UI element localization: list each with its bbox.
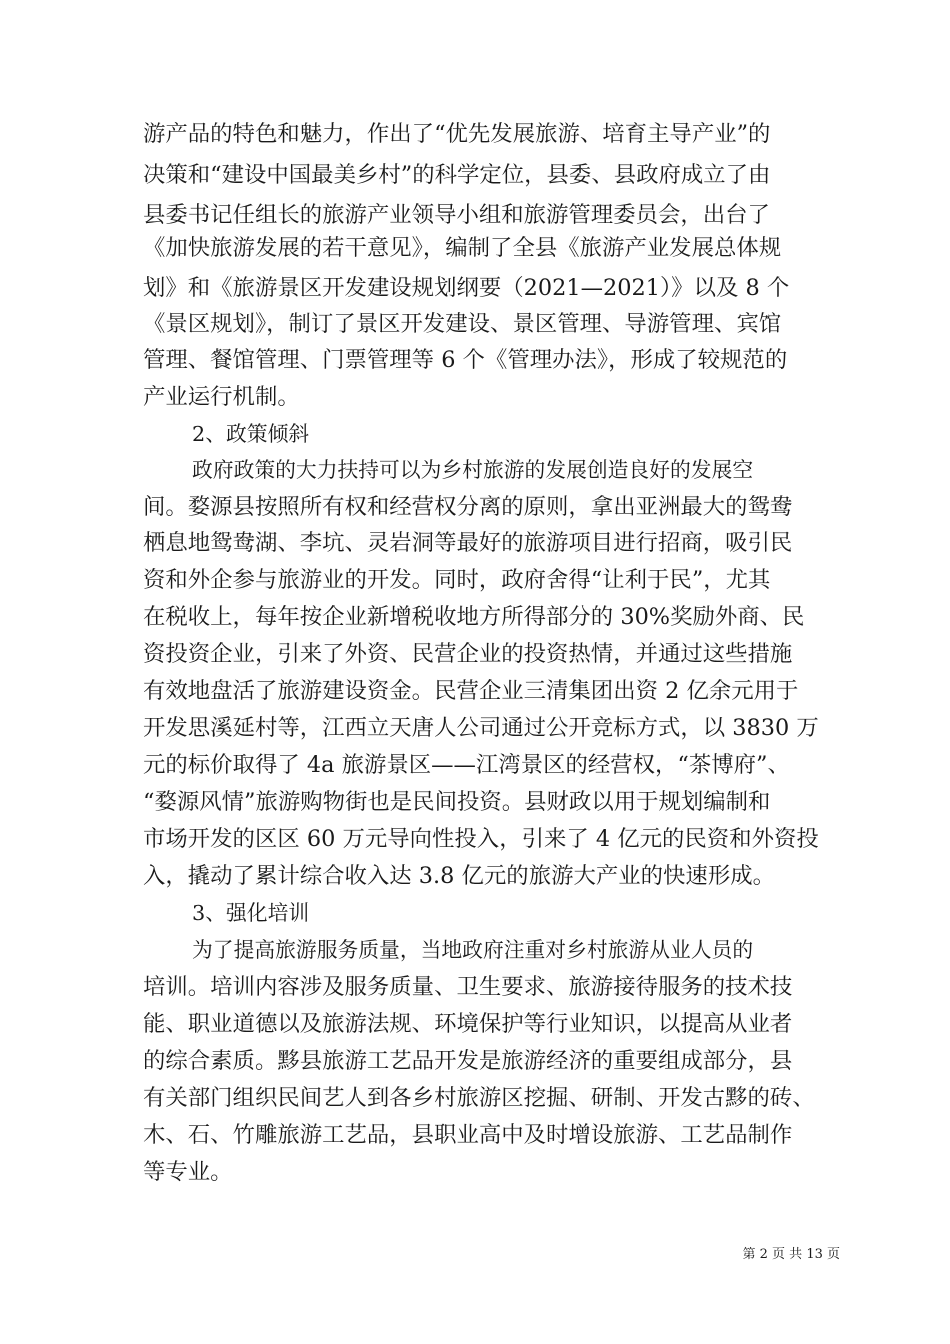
body-text-line: 《加快旅游发展的若干意见》，编制了全县《旅游产业发展总体规 [143,235,782,261]
body-text-line: 《景区规划》，制订了景区开发建设、景区管理、导游管理、宾馆 [143,311,782,337]
body-text-line: 间。婺源县按照所有权和经营权分离的原则，拿出亚洲最大的鸳鸯 [143,494,793,520]
body-text-line: 游产品的特色和魅力，作出了“优先发展旅游、培育主导产业”的 [143,121,771,147]
section-heading: 2、政策倾斜 [192,422,310,446]
body-text-line: 县委书记任组长的旅游产业领导小组和旅游管理委员会，出台了 [143,202,770,228]
body-text-line: 有关部门组织民间艺人到各乡村旅游区挖掘、研制、开发古黟的砖、 [143,1085,815,1111]
body-text-line: 管理、餐馆管理、门票管理等 6 个《管理办法》，形成了较规范的 [143,347,788,373]
body-text-line: 产业运行机制。 [143,384,300,410]
body-text-line: 栖息地鸳鸯湖、李坑、灵岩洞等最好的旅游项目进行招商，吸引民 [143,530,793,556]
body-text-line: 入，撬动了累计综合收入达 3.8 亿元的旅游大产业的快速形成。 [143,863,775,889]
body-text-line: 元的标价取得了 4a 旅游景区——江湾景区的经营权，“茶博府”、 [143,752,790,778]
body-text-line: 在税收上，每年按企业新增税收地方所得部分的 30%奖励外商、民 [143,604,805,630]
body-text-line: 的综合素质。黟县旅游工艺品开发是旅游经济的重要组成部分，县 [143,1048,793,1074]
section-heading: 3、强化培训 [192,901,310,925]
body-text-line: 决策和“建设中国最美乡村”的科学定位，县委、县政府成立了由 [143,162,771,188]
body-text-line: “婺源风情”旅游购物街也是民间投资。县财政以用于规划编制和 [143,789,771,815]
body-text-line: 等专业。 [143,1159,233,1185]
body-text-line: 开发思溪延村等，江西立天唐人公司通过公开竞标方式，以 3830 万 [143,715,819,741]
body-text-line: 木、石、竹雕旅游工艺品，县职业高中及时增设旅游、工艺品制作 [143,1122,793,1148]
body-text-line: 培训。培训内容涉及服务质量、卫生要求、旅游接待服务的技术技 [143,974,793,1000]
page-number-footer: 第 2 页 共 13 页 [742,1247,840,1262]
body-text-line: 能、职业道德以及旅游法规、环境保护等行业知识，以提高从业者 [143,1011,793,1037]
body-text-line: 为了提高旅游服务质量，当地政府注重对乡村旅游从业人员的 [192,938,754,962]
body-text-line: 政府政策的大力扶持可以为乡村旅游的发展创造良好的发展空 [192,458,754,482]
body-text-line: 资投资企业，引来了外资、民营企业的投资热情，并通过这些措施 [143,641,793,667]
body-text-line: 市场开发的区区 60 万元导向性投入，引来了 4 亿元的民资和外资投 [143,826,819,852]
body-text-line: 划》和《旅游景区开发建设规划纲要（2021—2021）》以及 8 个 [143,275,790,301]
body-text-line: 有效地盘活了旅游建设资金。民营企业三清集团出资 2 亿余元用于 [143,678,799,704]
body-text-line: 资和外企参与旅游业的开发。同时，政府舍得“让利于民”，尤其 [143,567,771,593]
